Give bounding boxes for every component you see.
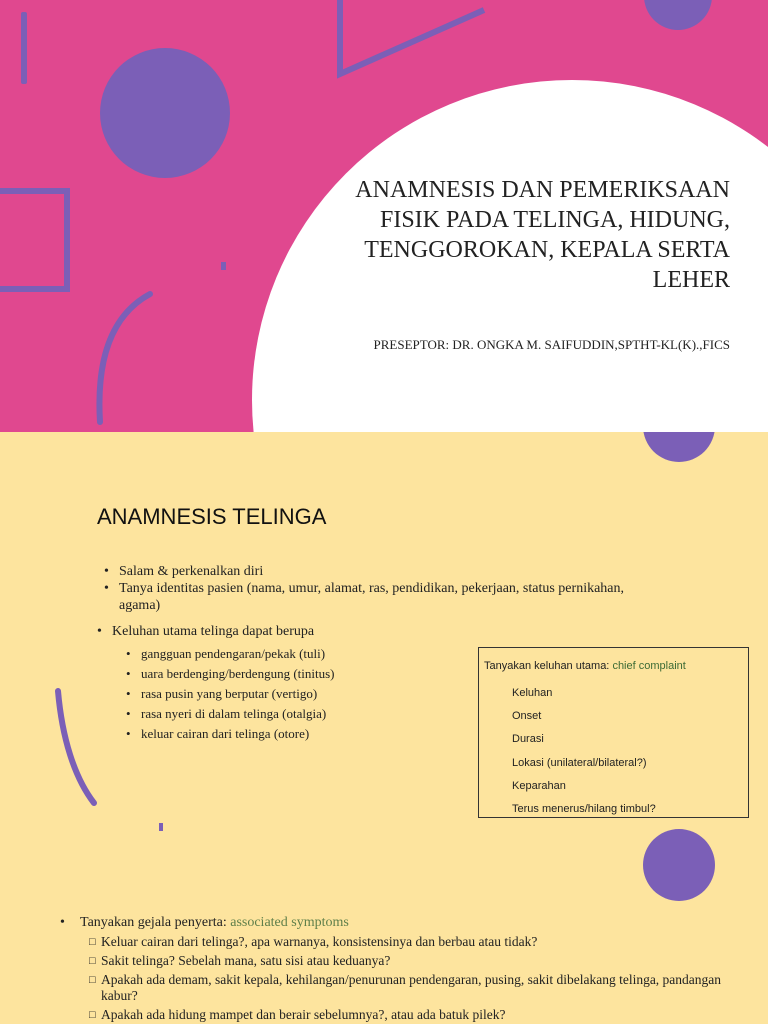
complaint-intro: • Keluhan utama telinga dapat berupa [97,624,492,640]
box-title-accent: chief complaint [612,660,686,672]
purple-triangle-outline-shape [330,0,490,80]
list-item: □ Apakah ada hidung mampet dan berair sebelumnya?, atau ada batuk pilek? [89,1007,729,1023]
purple-arc-shape [88,286,158,426]
title-slide [0,0,768,432]
associated-question-list [89,934,729,1024]
associated-label: Tanyakan gejala penyerta: [80,915,227,930]
presenter-line: PRESEPTOR: DR. ONGKA M. SAIFUDDIN,SPTHT-KL(K).,FICS [373,337,730,352]
list-item: Keluhan [512,687,553,699]
content-slide [0,432,768,1024]
list-item: Onset [512,710,542,723]
list-item: Lokasi (unilateral/bilateral?) [512,756,647,769]
list-item: Terus menerus/hilang timbul? [512,803,656,816]
list-item: □ Keluar cairan dari telinga?, apa warnanya, konsistensinya dan berbau atau tidak? [89,934,729,950]
associated-symptoms-line [60,915,349,931]
purple-dot-shape [159,823,163,831]
purple-circle-shape [644,0,712,30]
purple-bar-shape [21,12,27,84]
box-title [484,660,686,672]
list-item: □ Apakah ada demam, sakit kepala, kehilangan/penurunan pendengaran, pusing, sakit dibelakang telinga, pandangan kabur? [89,972,729,1004]
list-item: Keparahan [512,779,566,792]
list-item: • gangguan pendengaran/pekak (tuli) [126,644,466,664]
purple-dot-shape [221,262,226,270]
purple-square-outline-shape [0,188,70,292]
list-item: • rasa nyeri di dalam telinga (otalgia) [126,704,466,724]
list-item: • Salam & perkenalkan diri [104,563,644,580]
purple-circle-shape [643,829,715,901]
purple-circle-shape [643,432,715,462]
list-item: □ Sakit telinga? Sebelah mana, satu sisi atau keduanya? [89,953,729,969]
list-item: • rasa pusin yang berputar (vertigo) [126,684,466,704]
slide-title: ANAMNESIS DAN PEMERIKSAAN FISIK PADA TELINGA, HIDUNG, TENGGOROKAN, KEPALA SERTA LEHER [355,177,730,293]
associated-accent: associated symptoms [230,915,349,930]
list-item: Durasi [512,733,544,746]
list-item: • keluar cairan dari telinga (otore) [126,724,466,744]
box-title-text: Tanyakan keluhan utama: [484,660,610,672]
purple-arc-shape [50,687,100,807]
purple-circle-shape [100,48,230,178]
box-item-list [512,682,656,821]
list-item: • uara berdenging/berdengung (tinitus) [126,664,466,684]
complaint-list [126,644,466,744]
chief-complaint-box [478,647,749,818]
list-item: • Tanya identitas pasien (nama, umur, alamat, ras, pendidikan, pekerjaan, status pernikahan, agama) [104,580,644,614]
intro-bullet-list [104,563,644,614]
section-heading: ANAMNESIS TELINGA [97,504,327,529]
